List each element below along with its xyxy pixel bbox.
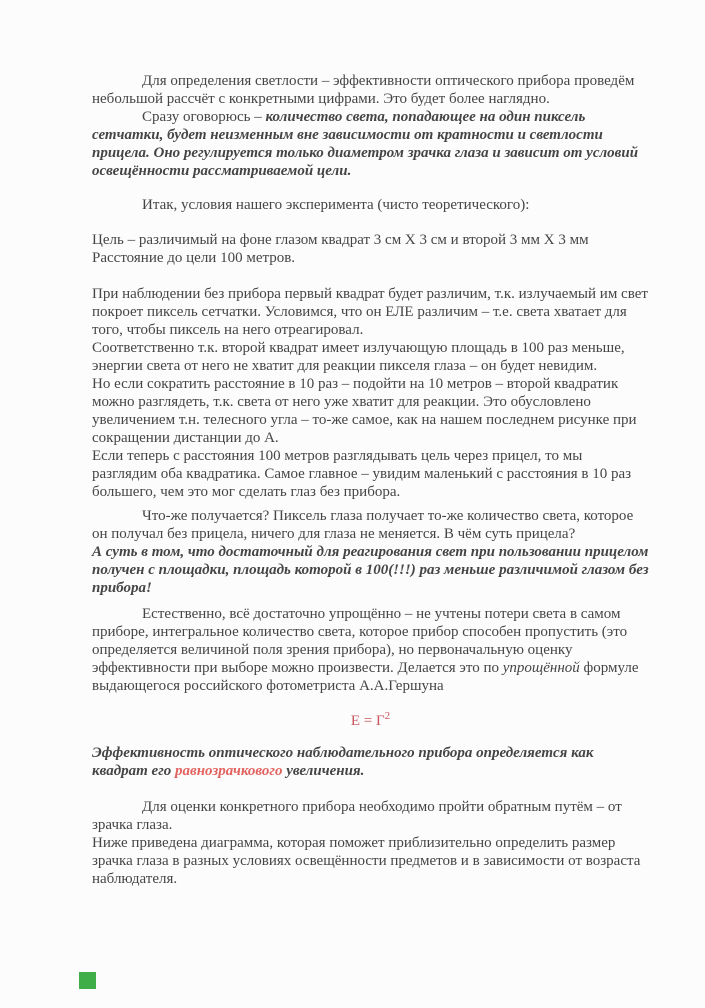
- paragraph-evaluation-path: [92, 798, 649, 834]
- text-run: формуле выдающегося российского фотометриста А.А.Гершуна: [92, 660, 639, 694]
- text-run: Цель – различимый на фоне глазом квадрат 3 см Х 3 см и второй 3 мм Х 3 мм: [92, 232, 589, 248]
- formula-base: Е = Г: [350, 713, 385, 729]
- text-run: Для определения светлости – эффективности оптического прибора проведём небольшой рассчёт с конкретными цифрами. Это будет более наглядно.: [92, 73, 635, 107]
- text-run-bold-italic: количество света, попадающее на один пиксель сетчатки, будет неизменным вне зависимости от кратности и светлости прицела. Оно регулируется только диаметром зрачка глаза и зависит от условий освещённости рассматриваемой цели.: [92, 109, 639, 179]
- text-run: Но если сократить расстояние в 10 раз – подойти на 10 метров – второй квадратик можно разглядеть, т.к. света от него уже хватит для реакции. Это обусловлено увеличением т.н. телесного угла – то-же самое, как на нашем последнем рисунке при сокращении дистанции до А.: [92, 376, 637, 446]
- text-run-bold-italic: увеличения.: [282, 763, 365, 779]
- text-run-italic: упрощённой: [502, 660, 580, 676]
- paragraph-effectiveness-definition: [92, 744, 649, 780]
- text-run: При наблюдении без прибора первый квадрат будет различим, т.к. излучаемый им свет покроет пиксель сетчатки. Условимся, что он ЕЛЕ различим – т.е. света хватает для того, чтобы пиксель на него отреагировал.: [92, 286, 648, 338]
- paragraph-what-happens: [92, 507, 649, 543]
- document-body: [92, 72, 649, 888]
- formula-exponent: 2: [384, 710, 391, 722]
- text-run: Для оценки конкретного прибора необходимо пройти обратным путём – от зрачка глаза.: [92, 799, 622, 833]
- paragraph-essence: [92, 543, 649, 597]
- text-run-bold-italic: Эффективность оптического наблюдательного прибора определяется как квадрат его: [92, 745, 594, 779]
- paragraph-through-scope: [92, 447, 649, 501]
- diagram-fragment: [79, 972, 96, 989]
- highlighted-term: равнозрачкового: [175, 763, 283, 779]
- paragraph-experiment-conditions: [92, 196, 649, 214]
- paragraph-intro: [92, 72, 649, 108]
- text-run: Итак, условия нашего эксперимента (чисто теоретического):: [142, 197, 530, 213]
- paragraph-disclaimer: [92, 108, 649, 180]
- paragraph-target-spec: [92, 231, 649, 267]
- text-run: Сразу оговорюсь –: [142, 109, 266, 125]
- formula-gershun: [92, 707, 649, 730]
- paragraph-diagram-note: [92, 834, 649, 888]
- paragraph-second-square: [92, 339, 649, 375]
- text-run: Расстояние до цели 100 метров.: [92, 250, 296, 266]
- text-run: Естественно, всё достаточно упрощённо – не учтены потери света в самом приборе, интегральное количество света, которое прибор способен пропустить (это определяется величиной поля зрения прибора), но первоначальную оценку эффективности при выборе можно произвести. Делается это по: [92, 606, 628, 676]
- paragraph-observation-no-device: [92, 285, 649, 339]
- text-run: Соответственно т.к. второй квадрат имеет излучающую площадь в 100 раз меньше, энергии света от него не хватит для реакции пикселя глаза – он будет невидим.: [92, 340, 625, 374]
- text-run-bold-italic: А суть в том, что достаточный для реагирования свет при пользовании прицелом получен с площадки, площадь которой в 100(!!!) раз меньше различимой глазом без прибора!: [92, 544, 649, 596]
- paragraph-simplification: [92, 605, 649, 695]
- text-run: Если теперь с расстояния 100 метров разглядывать цель через прицел, то мы разглядим оба квадратика. Самое главное – увидим маленький с расстояния в 10 раз большего, чем это мог сделать глаз без прибора.: [92, 448, 632, 500]
- text-run: Что-же получается? Пиксель глаза получает то-же количество света, которое он получал без прицела, ничего для глаза не меняется. В чём суть прицела?: [92, 508, 634, 542]
- text-run: Ниже приведена диаграмма, которая поможет приблизительно определить размер зрачка глаза в разных условиях освещённости предметов и в зависимости от возраста наблюдателя.: [92, 835, 641, 887]
- paragraph-reduce-distance: [92, 375, 649, 447]
